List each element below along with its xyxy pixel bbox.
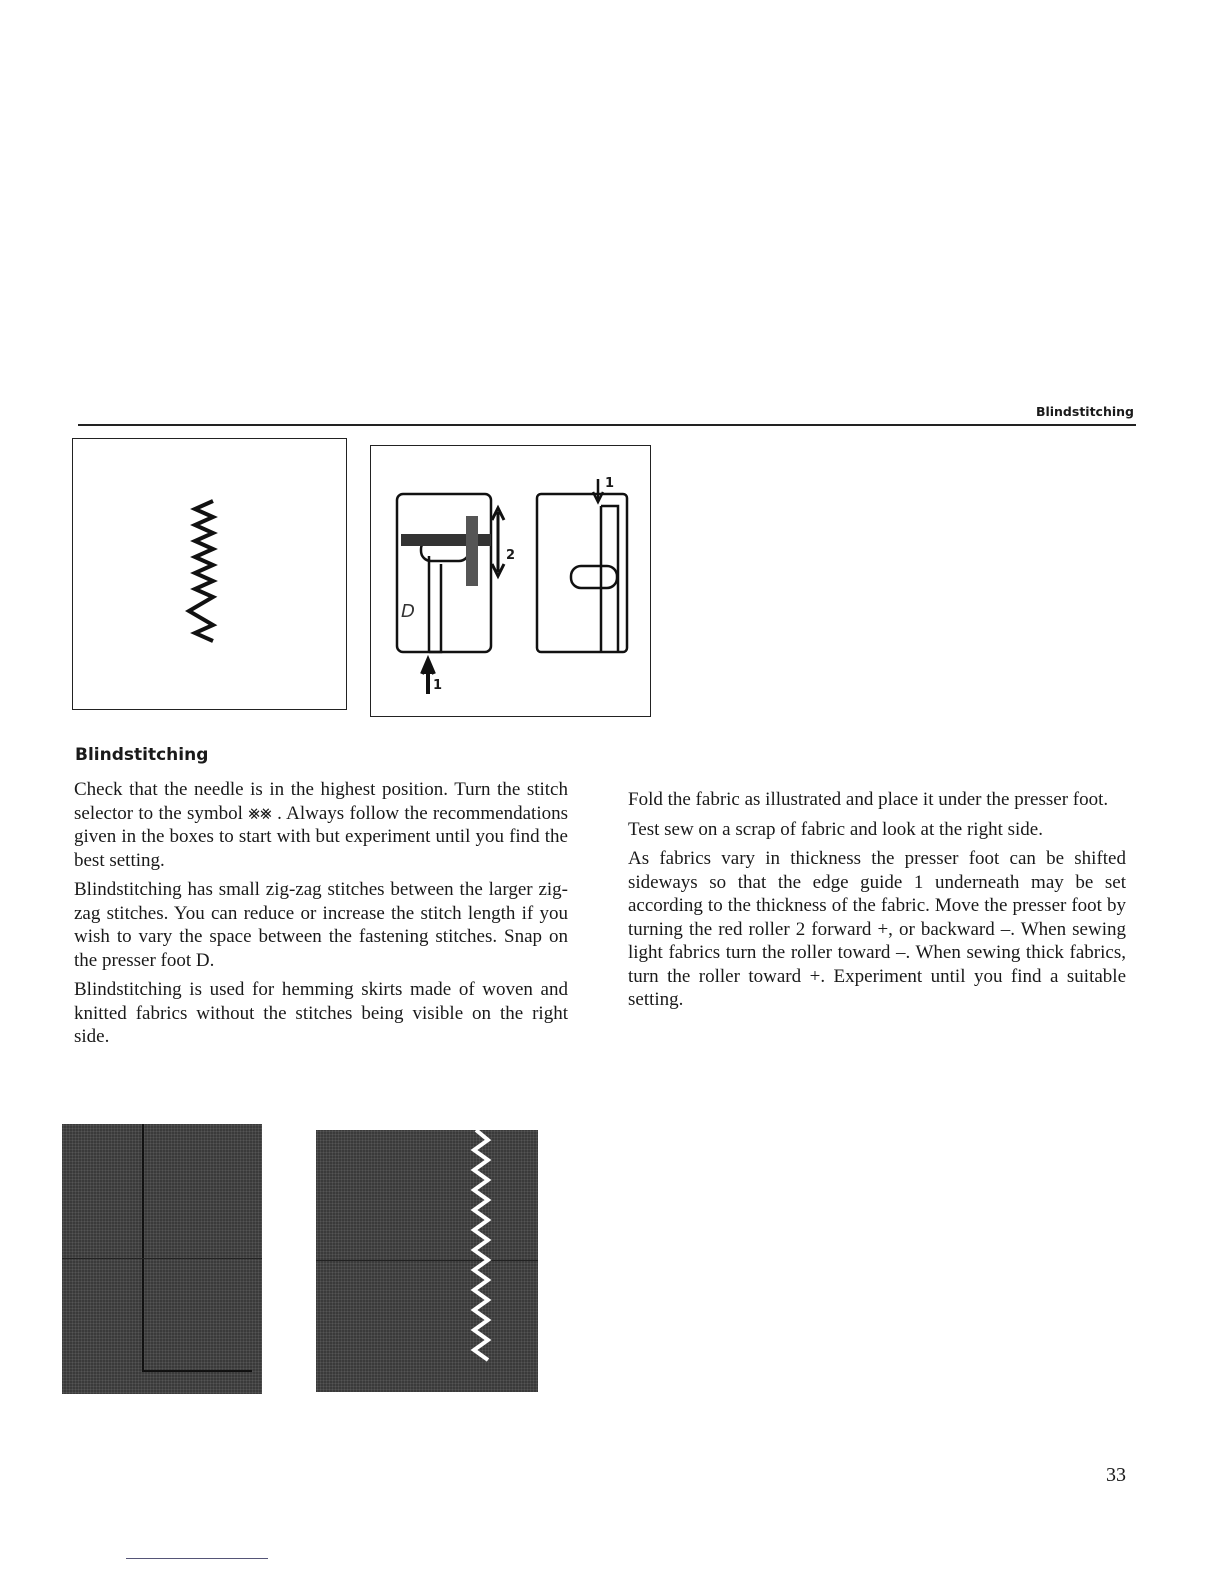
section-title: Blindstitching [75, 745, 209, 765]
foot-letter: D [401, 601, 415, 622]
paragraph: Blindstitching has small zig-zag stitches between the larger zig-zag stitches. You can reduce or increase the stitch length if you wish to vary the space between the fastening stitches. Snap on the presser foot D. [74, 879, 568, 971]
footer-line [126, 1558, 268, 1559]
blindstitch-zigzag-icon [73, 439, 346, 709]
right-column [628, 788, 1126, 1018]
paragraph: As fabrics vary in thickness the presser foot can be shifted sideways so that the edge guide 1 underneath may be set according to the thickness of the fabric. Move the presser foot by turning the red roller 2 forward +, or backward –. When sewing light fabrics turn the roller toward –. When sewing thick fabrics, turn the roller toward +. Experiment until you find a suitable setting. [628, 848, 1126, 1010]
roller-label: 2 [506, 548, 516, 563]
paragraph: Blindstitching is used for hemming skirts made of woven and knitted fabrics without the stitches being visible on the right side. [74, 979, 568, 1047]
blindstitch-seam [466, 1130, 496, 1370]
running-header: Blindstitching [1035, 404, 1134, 419]
paragraph: Check that the needle is in the highest position. Turn the stitch selector to the symbol ⨳⨳ . Always follow the recommendations given in the boxes to start with but experiment until you find the best setting. [74, 779, 568, 871]
left-column [74, 778, 568, 1055]
paragraph: Test sew on a scrap of fabric and look at the right side. [628, 818, 1043, 840]
page-number: 33 [1106, 1464, 1126, 1486]
edge-guide-label-top: 1 [605, 476, 615, 491]
edge-guide-label: 1 [433, 678, 443, 693]
header-rule [78, 424, 1136, 426]
paragraph: Fold the fabric as illustrated and place it under the presser foot. [628, 789, 1109, 810]
fabric-photo-stitched [316, 1130, 538, 1392]
stitch-symbol-figure [72, 438, 347, 710]
fabric-photo-folded [62, 1124, 262, 1394]
presser-foot-figure [370, 445, 651, 717]
